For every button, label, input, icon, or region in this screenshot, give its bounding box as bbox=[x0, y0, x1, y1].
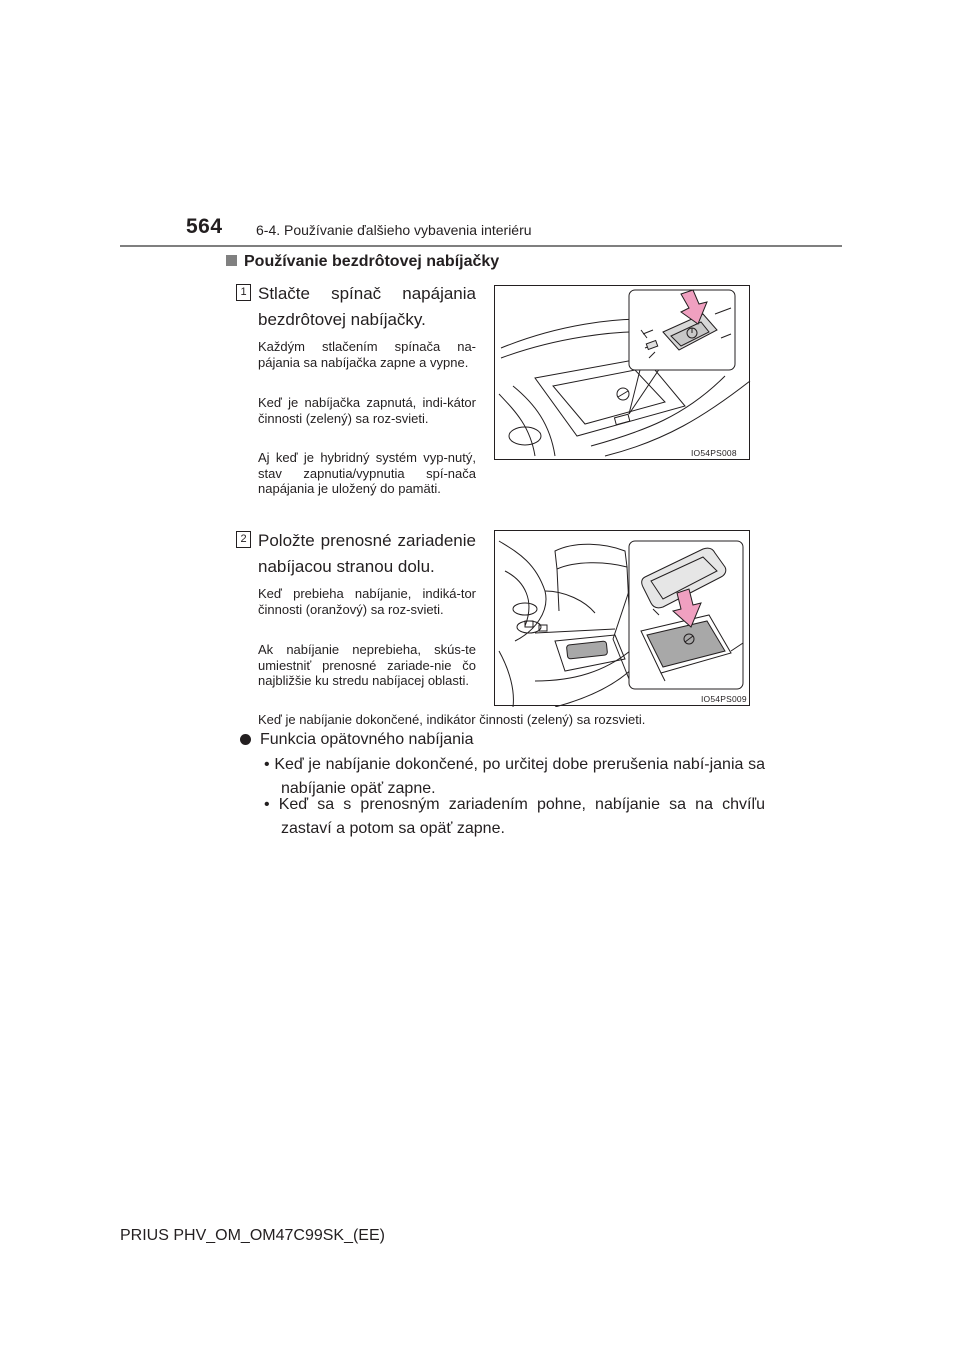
figure-device-placement bbox=[494, 530, 750, 706]
section-heading-text: Používanie bezdrôtovej nabíjačky bbox=[244, 253, 500, 270]
feature-bullet-2: • Keď sa s prenosným zariadením pohne, nabíjanie sa na chvíľu zastaví a potom sa opäť zapne. bbox=[264, 796, 766, 837]
step-1-note-1: Každým stlačením spínača na-pájania sa nabíjačka zapne a vypne. bbox=[258, 339, 476, 370]
header-divider bbox=[120, 245, 842, 247]
step-1-instruction: Stlačte spínač napájania bezdrôtovej nabíjačky. bbox=[258, 284, 476, 329]
document-code: PRIUS PHV_OM_OM47C99SK_(EE) bbox=[120, 1227, 385, 1244]
step-1-note-2: Keď je nabíjačka zapnutá, indi-kátor činnosti (zelený) sa roz-svieti. bbox=[258, 395, 476, 426]
chapter-title: 6-4. Používanie ďalšieho vybavenia interiéru bbox=[256, 222, 532, 238]
page-number: 564 bbox=[186, 215, 223, 238]
feature-heading-text: Funkcia opätovného nabíjania bbox=[260, 731, 474, 748]
square-bullet-icon bbox=[226, 255, 237, 266]
feature-bullet-text: Keď je nabíjanie dokončené, po určitej dobe prerušenia nabí-jania sa nabíjanie opäť zapne. bbox=[274, 756, 766, 797]
step-number-badge: 2 bbox=[236, 531, 251, 548]
step-2-note-2: Ak nabíjanie neprebieha, skús-te umiestniť prenosné zariade-nie čo najbližšie ku stredu nabíjacej oblasti. bbox=[258, 642, 476, 688]
console-switch-illustration bbox=[495, 286, 751, 461]
feature-bullet-1: • Keď je nabíjanie dokončené, po určitej dobe prerušenia nabí-jania sa nabíjanie opäť zapne. bbox=[264, 756, 766, 797]
feature-heading bbox=[240, 731, 474, 749]
step-2-note-1: Keď prebieha nabíjanie, indiká-tor činnosti (oranžový) sa roz-svieti. bbox=[258, 586, 476, 617]
step-number-badge: 1 bbox=[236, 284, 251, 301]
figure-power-switch bbox=[494, 285, 750, 460]
step-1-note-3: Aj keď je hybridný systém vyp-nutý, stav zapnutia/vypnutia spí-nača napájania je uložený do pamäti. bbox=[258, 450, 476, 496]
console-device-illustration bbox=[495, 531, 751, 707]
figure-code: IO54PS008 bbox=[691, 448, 737, 458]
figure-code: IO54PS009 bbox=[701, 694, 747, 704]
section-heading bbox=[226, 253, 499, 271]
feature-bullet-text: Keď sa s prenosným zariadením pohne, nabíjanie sa na chvíľu zastaví a potom sa opäť zapne. bbox=[278, 796, 766, 837]
charging-complete-note: Keď je nabíjanie dokončené, indikátor činnosti (zelený) sa rozsvieti. bbox=[258, 712, 646, 727]
round-bullet-icon bbox=[240, 734, 251, 745]
step-2-instruction: Položte prenosné zariadenie nabíjacou stranou dolu. bbox=[258, 531, 476, 576]
